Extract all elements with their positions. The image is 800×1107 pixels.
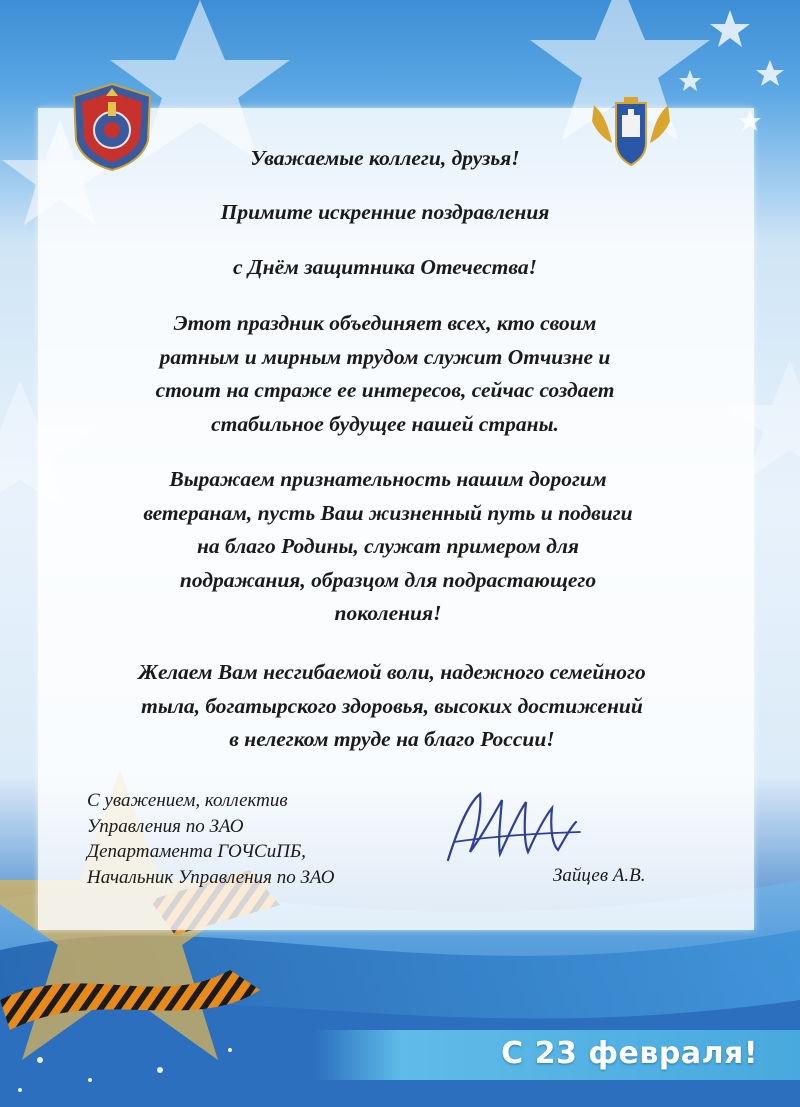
congrats-line-1 [60, 196, 710, 228]
paragraph-line: подражания, образцом для подрастающего [179, 567, 597, 592]
signature-line: Управления по ЗАО [87, 815, 244, 837]
paragraph-line: на благо Родины, служат примером для [197, 534, 579, 558]
paragraph-line: в нелегком труде на благо России! [229, 727, 555, 751]
paragraph-line: Этот праздник объединяет всех, кто своим [173, 311, 597, 335]
paragraph-line: Выражаем признательность нашим дорогим [169, 467, 607, 491]
holiday-banner [314, 1030, 800, 1080]
paragraph-line: Желаем Вам несгибаемой воли, надежного семейного [138, 660, 646, 684]
congrats-text-2: с Днём защитника Отечества! [233, 255, 537, 279]
signer-name: Зайцев А.В. [553, 865, 646, 886]
paragraph-line: ратным и мирным трудом служит Отчизне и [159, 344, 611, 369]
greeting [60, 142, 710, 174]
paragraph-3 [72, 656, 712, 757]
paragraph-1 [60, 307, 710, 441]
banner-text: С 23 февраля! [501, 1036, 758, 1071]
paragraph-line: поколения! [334, 601, 442, 625]
paragraph-line: ветеранам, пусть Ваш жизненный путь и подвиги [143, 500, 633, 525]
paragraph-2 [78, 463, 698, 631]
congrats-line-2 [60, 251, 710, 283]
handwritten-signature [440, 782, 590, 872]
congrats-text-1: Примите искренние поздравления [220, 200, 550, 224]
greeting-line: Уважаемые коллеги, друзья! [250, 146, 520, 170]
signature-line: Департамента ГОЧСиПБ, [87, 841, 306, 862]
paragraph-line: стабильное будущее нашей страны. [211, 411, 559, 436]
signature-line: С уважением, коллектив [87, 790, 288, 811]
signature-block [87, 788, 417, 890]
signature-line: Начальник Управления по ЗАО [87, 866, 335, 888]
paragraph-line: тыла, богатырского здоровья, высоких достижений [141, 693, 643, 718]
paragraph-line: стоит на страже ее интересов, сейчас создает [155, 378, 615, 402]
